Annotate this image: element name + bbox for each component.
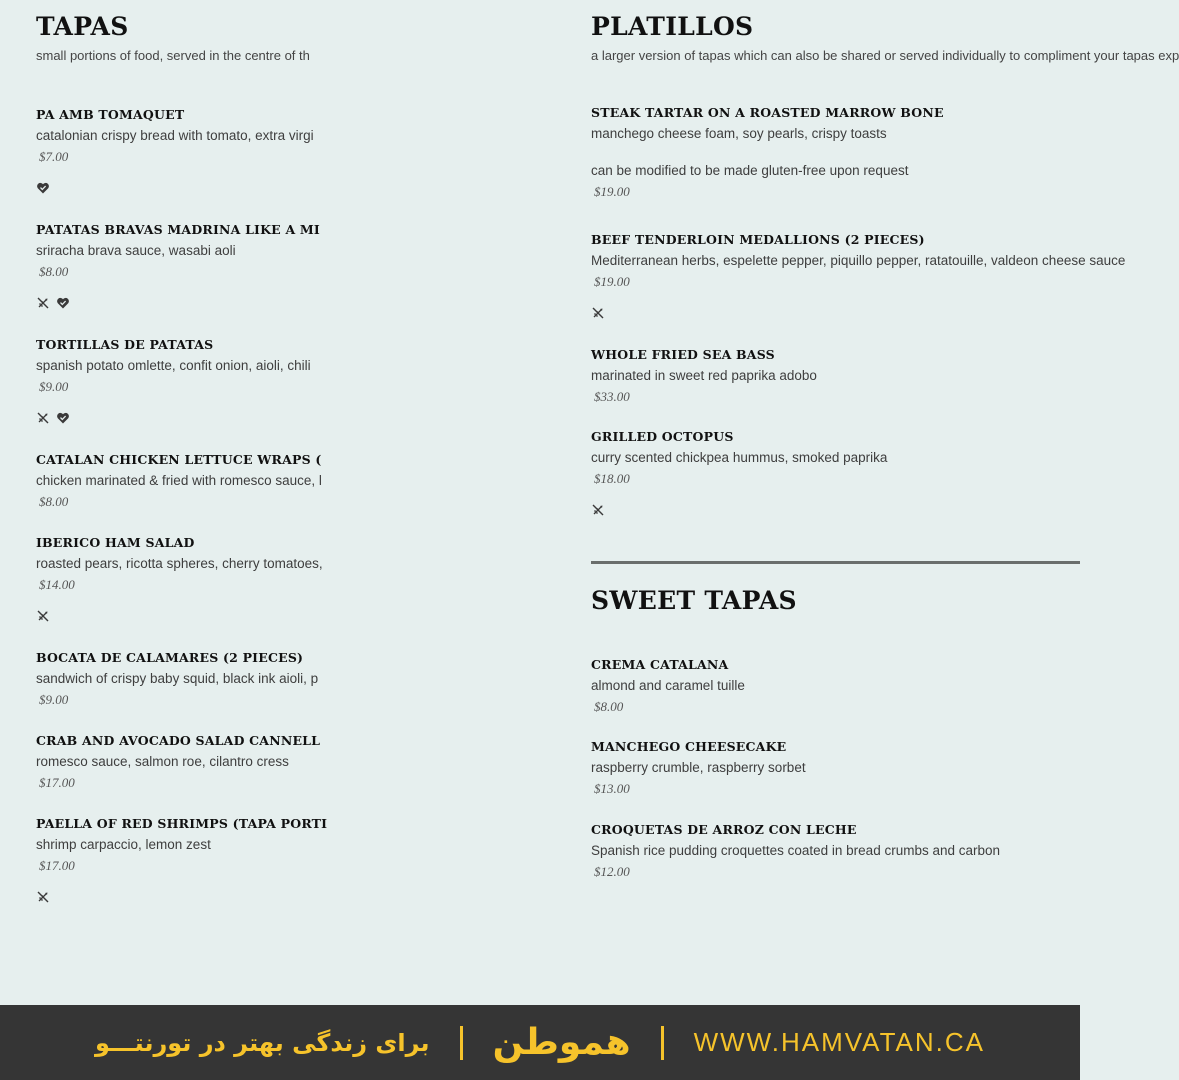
menu-item <box>591 429 1080 517</box>
item-name: CROQUETAS DE ARROZ CON LECHE <box>591 822 857 837</box>
gluten-free-icon <box>591 306 605 320</box>
item-name: CRAB AND AVOCADO SALAD CANNELL <box>36 733 321 748</box>
sweet-tapas-title: SWEET TAPAS <box>591 586 797 615</box>
footer-website-link[interactable]: WWW.HAMVATAN.CA <box>693 1027 985 1057</box>
tapas-section <box>36 0 328 1000</box>
heart-icon <box>56 296 70 310</box>
item-name: BEEF TENDERLOIN MEDALLIONS (2 PIECES) <box>591 232 925 247</box>
item-name: BOCATA DE CALAMARES (2 PIECES) <box>36 650 304 665</box>
item-price: $13.00 <box>594 781 630 796</box>
item-note: can be modified to be made gluten-free upon request <box>591 163 909 178</box>
item-icons <box>591 503 1080 517</box>
footer-banner <box>0 1005 1080 1080</box>
item-description: sriracha brava sauce, wasabi aoli <box>36 243 236 258</box>
item-description: marinated in sweet red paprika adobo <box>591 368 817 383</box>
item-name: IBERICO HAM SALAD <box>36 535 195 550</box>
footer-tagline: برای زندگی بهتر در تورنتـــو <box>95 1028 430 1057</box>
tapas-subtitle: small portions of food, served in the centre of th <box>36 48 310 63</box>
item-name: STEAK TARTAR ON A ROASTED MARROW BONE <box>591 105 944 120</box>
item-name: GRILLED OCTOPUS <box>591 429 734 444</box>
item-description: roasted pears, ricotta spheres, cherry tomatoes, <box>36 556 323 571</box>
item-price: $9.00 <box>39 692 69 707</box>
item-description: sandwich of crispy baby squid, black ink aioli, p <box>36 671 319 686</box>
item-price: $18.00 <box>594 471 630 486</box>
item-description: romesco sauce, salmon roe, cilantro cress <box>36 754 289 769</box>
item-icons <box>36 411 264 425</box>
item-icons <box>36 609 264 623</box>
item-name: WHOLE FRIED SEA BASS <box>591 347 775 362</box>
item-description: raspberry crumble, raspberry sorbet <box>591 760 806 775</box>
item-price: $7.00 <box>39 149 69 164</box>
menu-item <box>591 739 1080 797</box>
menu-item <box>36 650 319 708</box>
hamvatan-logo: هموطن <box>492 1022 631 1063</box>
item-icons <box>591 306 1080 320</box>
item-description: catalonian crispy bread with tomato, extra virgi <box>36 128 314 143</box>
item-description: chicken marinated & fried with romesco sauce, l <box>36 473 322 488</box>
item-price: $8.00 <box>39 264 69 279</box>
item-icons <box>36 296 264 310</box>
menu-item <box>591 232 1126 320</box>
item-icons <box>36 890 264 904</box>
item-price: $8.00 <box>39 494 69 509</box>
menu-item <box>36 452 322 510</box>
item-price: $8.00 <box>594 699 624 714</box>
item-name: PAELLA OF RED SHRIMPS (TAPA PORTI <box>36 816 328 831</box>
tapas-title: TAPAS <box>36 12 129 41</box>
item-price: $9.00 <box>39 379 69 394</box>
item-description: shrimp carpaccio, lemon zest <box>36 837 211 852</box>
platillos-title: PLATILLOS <box>591 12 754 41</box>
item-price: $19.00 <box>594 274 630 289</box>
gluten-free-icon <box>36 296 50 310</box>
menu-item <box>591 657 1080 715</box>
item-description: spanish potato omlette, confit onion, aioli, chili <box>36 358 311 373</box>
item-price: $17.00 <box>39 775 75 790</box>
item-price: $12.00 <box>594 864 630 879</box>
item-price: $17.00 <box>39 858 75 873</box>
menu-item <box>36 107 314 195</box>
menu-item <box>36 222 320 310</box>
gluten-free-icon <box>36 890 50 904</box>
item-name: CREMA CATALANA <box>591 657 729 672</box>
item-description: Mediterranean herbs, espelette pepper, piquillo pepper, ratatouille, valdeon cheese sauce <box>591 253 1126 268</box>
item-name: PATATAS BRAVAS MADRINA LIKE A MI <box>36 222 320 237</box>
item-name: TORTILLAS DE PATATAS <box>36 337 214 352</box>
item-icons <box>36 181 264 195</box>
heart-icon <box>56 411 70 425</box>
item-description: manchego cheese foam, soy pearls, crispy toasts <box>591 126 887 141</box>
menu-item <box>36 337 311 425</box>
item-price: $33.00 <box>594 389 630 404</box>
item-price: $19.00 <box>594 184 630 199</box>
gluten-free-icon <box>36 609 50 623</box>
platillos-section <box>591 0 1179 1000</box>
gluten-free-icon <box>591 503 605 517</box>
item-price: $14.00 <box>39 577 75 592</box>
footer-separator <box>661 1026 664 1060</box>
item-name: CATALAN CHICKEN LETTUCE WRAPS ( <box>36 452 322 467</box>
platillos-subtitle: a larger version of tapas which can also be shared or served individually to compliment your tapas exp <box>591 48 1179 63</box>
menu-item <box>591 347 1080 405</box>
section-divider <box>591 561 1080 564</box>
item-description: Spanish rice pudding croquettes coated in bread crumbs and carbon <box>591 843 1001 858</box>
menu-item <box>36 816 328 904</box>
gluten-free-icon <box>36 411 50 425</box>
menu-item <box>36 733 321 791</box>
menu-item <box>591 822 1080 880</box>
menu-item <box>36 535 323 623</box>
heart-icon <box>36 181 50 195</box>
item-name: MANCHEGO CHEESECAKE <box>591 739 787 754</box>
item-name: PA AMB TOMAQUET <box>36 107 185 122</box>
menu-item <box>591 105 1080 200</box>
item-description: almond and caramel tuille <box>591 678 745 693</box>
item-description: curry scented chickpea hummus, smoked paprika <box>591 450 888 465</box>
footer-separator <box>460 1026 463 1060</box>
